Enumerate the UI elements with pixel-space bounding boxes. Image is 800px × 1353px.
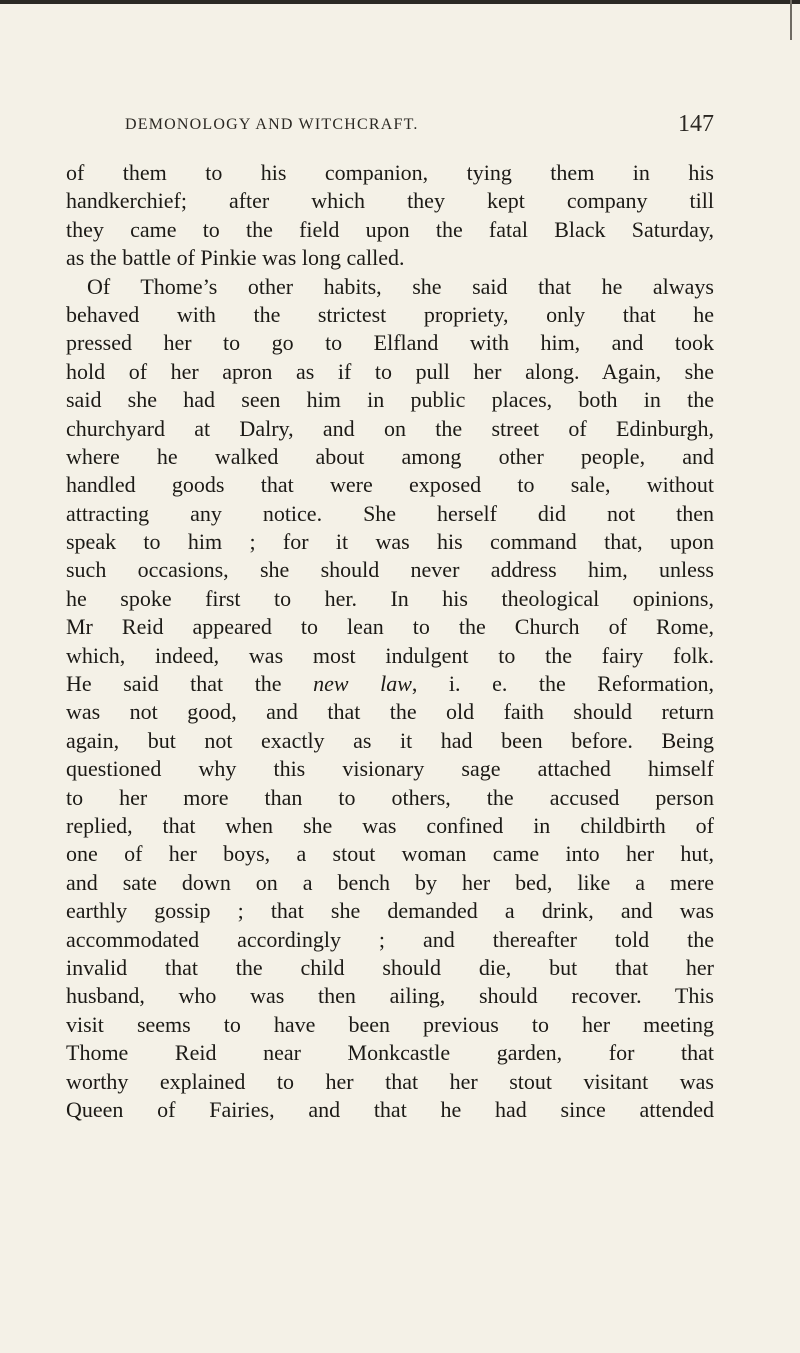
italic-phrase: new law <box>313 671 412 697</box>
text-line: such occasions, she should never address him, unless <box>66 557 714 583</box>
body-text <box>66 159 714 1124</box>
text-line: invalid that the child should die, but that her <box>66 954 714 980</box>
text-line: Mr Reid appeared to lean to the Church of Rome, <box>66 614 714 640</box>
text-line: speak to him ; for it was his command that, upon <box>66 529 714 555</box>
text-fragment: He said that the <box>66 671 314 697</box>
book-page <box>66 111 714 1122</box>
text-line: husband, who was then ailing, should recover. This <box>66 983 714 1009</box>
text-line: Thome Reid near Monkcastle garden, for that <box>66 1040 714 1066</box>
text-line: of them to his companion, tying them in his <box>66 160 714 185</box>
text-line: to her more than to others, the accused person <box>66 784 714 810</box>
text-line: worthy explained to her that her stout visitant was <box>66 1068 714 1094</box>
text-line: handkerchief; after which they kept company till <box>66 188 714 214</box>
running-head <box>66 111 714 148</box>
running-title: DEMONOLOGY AND WITCHCRAFT. <box>125 116 419 133</box>
text-line: earthly gossip ; that she demanded a drink, and was <box>66 898 714 924</box>
text-line: Of Thome’s other habits, she said that he always <box>87 273 714 299</box>
text-line: churchyard at Dalry, and on the street of Edinburgh, <box>66 415 714 441</box>
text-fragment: , i. e. the Reformation, <box>411 671 714 697</box>
text-line: pressed her to go to Elfland with him, and took <box>66 330 714 356</box>
text-line: as the battle of Pinkie was long called. <box>66 245 405 271</box>
text-line: accommodated accordingly ; and thereafter told the <box>66 926 714 952</box>
text-line: questioned why this visionary sage attached himself <box>66 756 714 782</box>
text-line: visit seems to have been previous to her meeting <box>66 1011 714 1037</box>
text-line: they came to the field upon the fatal Black Saturday, <box>66 216 714 242</box>
text-line-with-emphasis <box>66 670 714 698</box>
text-line: replied, that when she was confined in childbirth of <box>66 812 714 838</box>
text-line: which, indeed, was most indulgent to the fairy folk. <box>66 642 714 668</box>
text-line: behaved with the strictest propriety, only that he <box>66 301 714 327</box>
text-line: again, but not exactly as it had been before. Being <box>66 727 714 753</box>
text-line: was not good, and that the old faith should return <box>66 699 714 725</box>
text-line: said she had seen him in public places, both in the <box>66 387 714 413</box>
text-line: one of her boys, a stout woman came into her hut, <box>66 841 714 867</box>
text-line: hold of her apron as if to pull her along. Again, she <box>66 358 714 384</box>
text-line: he spoke first to her. In his theological opinions, <box>66 585 714 611</box>
page-number: 147 <box>678 111 714 137</box>
right-page-edge <box>790 0 792 40</box>
text-line: Queen of Fairies, and that he had since attended <box>66 1096 714 1122</box>
text-line: where he walked about among other people, and <box>66 443 714 469</box>
top-border <box>0 0 800 4</box>
text-line: and sate down on a bench by her bed, like a mere <box>66 869 714 895</box>
text-line: handled goods that were exposed to sale, without <box>66 472 714 498</box>
text-line: attracting any notice. She herself did not then <box>66 500 714 526</box>
